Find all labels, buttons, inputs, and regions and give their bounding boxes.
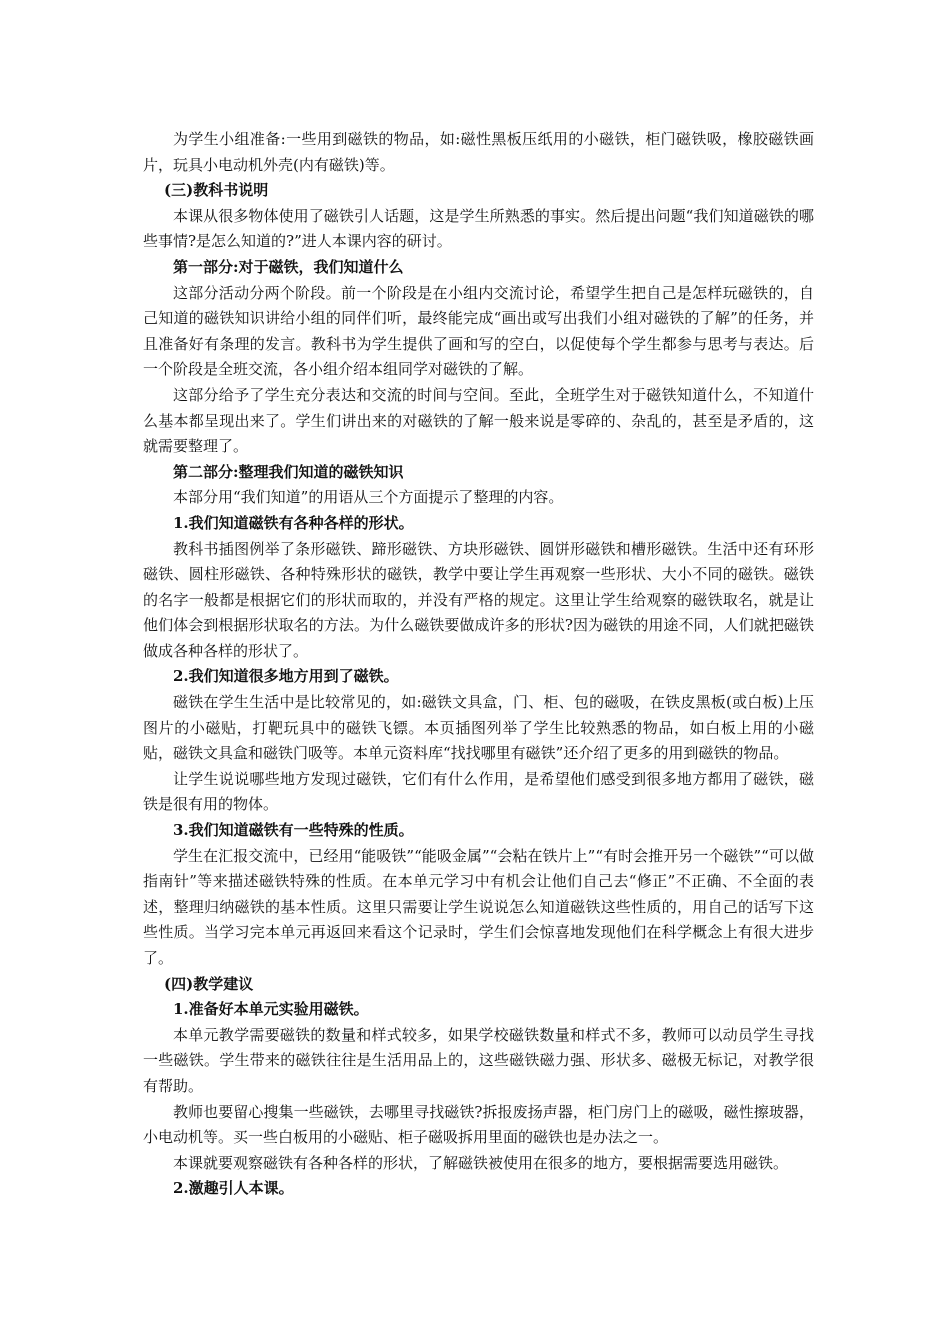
point-heading: 2.我们知道很多地方用到了磁铁。 xyxy=(173,667,399,686)
section-heading: (四)教学建议 xyxy=(164,974,254,993)
point-heading: 1.我们知道磁铁有各种各样的形状。 xyxy=(173,513,414,532)
paragraph: 让学生说说哪些地方发现过磁铁，它们有什么作用，是希望他们感受到很多地方都用了磁铁，磁铁是很有用的物体。 xyxy=(143,769,814,814)
point-heading: 2.激趣引人本课。 xyxy=(173,1179,294,1198)
section-heading: (三)教科书说明 xyxy=(164,181,269,200)
paragraph: 教师也要留心搜集一些磁铁，去哪里寻找磁铁?拆报废扬声器，柜门房门上的磁吸，磁性擦玻器，小电动机等。买一些白板用的小磁贴、柜子磁吸拆用里面的磁铁也是办法之一。 xyxy=(143,1102,814,1147)
paragraph: 教科书插图例举了条形磁铁、蹄形磁铁、方块形磁铁、圆饼形磁铁和槽形磁铁。生活中还有环形磁铁、圆柱形磁铁、各种特殊形状的磁铁，教学中要让学生再观察一些形状、大小不同的磁铁。磁铁的名字一般都是根据它们的形状而取的，并没有严格的规定。这里让学生给观察的磁铁取名，就是让他们体会到根据形状取名的方法。为什么磁铁要做成许多的形状?因为磁铁的用途不同，人们就把磁铁做成各种各样的形状了。 xyxy=(143,539,814,660)
paragraph: 本单元教学需要磁铁的数量和样式较多，如果学校磁铁数量和样式不多，教师可以动员学生寻找一些磁铁。学生带来的磁铁往往是生活用品上的，这些磁铁磁力强、形状多、磁极无标记，对教学很有帮助。 xyxy=(143,1025,814,1095)
paragraph: 本课从很多物体使用了磁铁引人话题，这是学生所熟悉的事实。然后提出问题“我们知道磁铁的哪些事情?是怎么知道的?”进人本课内容的研讨。 xyxy=(143,206,814,251)
paragraph: 磁铁在学生生活中是比较常见的，如:磁铁文具盒，门、柜、包的磁吸，在铁皮黑板(或白板)上压图片的小磁贴，打靶玩具中的磁铁飞镖。本页插图列举了学生比较熟悉的物品，如白板上用的小磁贴，磁铁文具盒和磁铁门吸等。本单元资料库“找找哪里有磁铁”还介绍了更多的用到磁铁的物品。 xyxy=(143,693,814,763)
paragraph: 本课就要观察磁铁有各种各样的形状，了解磁铁被使用在很多的地方，要根据需要选用磁铁。 xyxy=(173,1153,789,1172)
paragraph: 这部分给予了学生充分表达和交流的时间与空间。至此，全班学生对于磁铁知道什么，不知道什么基本都呈现出来了。学生们讲出来的对磁铁的了解一般来说是零碎的、杂乱的，甚至是矛盾的，这就需要整理了。 xyxy=(143,385,814,456)
subsection-heading: 第一部分:对于磁铁，我们知道什么 xyxy=(173,257,404,276)
paragraph: 为学生小组准备:一些用到磁铁的物品，如:磁性黑板压纸用的小磁铁，柜门磁铁吸，橡胶磁铁画片，玩具小电动机外壳(内有磁铁)等。 xyxy=(143,130,814,174)
subsection-heading: 第二部分:整理我们知道的磁铁知识 xyxy=(173,462,404,481)
paragraph: 学生在汇报交流中，已经用“能吸铁”“能吸金属”“会粘在铁片上”“有时会推开另一个磁铁”“可以做指南针”等来描述磁铁特殊的性质。在本单元学习中有机会让他们自己去“修正”不正确、不全面的表述，整理归纳磁铁的基本性质。这里只需要让学生说说怎么知道磁铁这些性质的，用自己的话写下这些性质。当学习完本单元再返回来看这个记录时，学生们会惊喜地发现他们在科学概念上有很大进步了。 xyxy=(143,846,814,967)
paragraph: 这部分活动分两个阶段。前一个阶段是在小组内交流讨论，希望学生把自己是怎样玩磁铁的，自己知道的磁铁知识讲给小组的同伴们听，最终能完成“画出或写出我们小组对磁铁的了解”的任务，并且准备好有条理的发言。教科书为学生提供了画和写的空白，以促使每个学生都参与思考与表达。后一个阶段是全班交流，各小组介绍本组同学对磁铁的了解。 xyxy=(143,283,814,379)
point-heading: 1.准备好本单元实验用磁铁。 xyxy=(173,1000,369,1019)
document-body xyxy=(143,127,814,1202)
paragraph: 本部分用“我们知道”的用语从三个方面提示了整理的内容。 xyxy=(173,488,564,507)
point-heading: 3.我们知道磁铁有一些特殊的性质。 xyxy=(173,821,414,840)
